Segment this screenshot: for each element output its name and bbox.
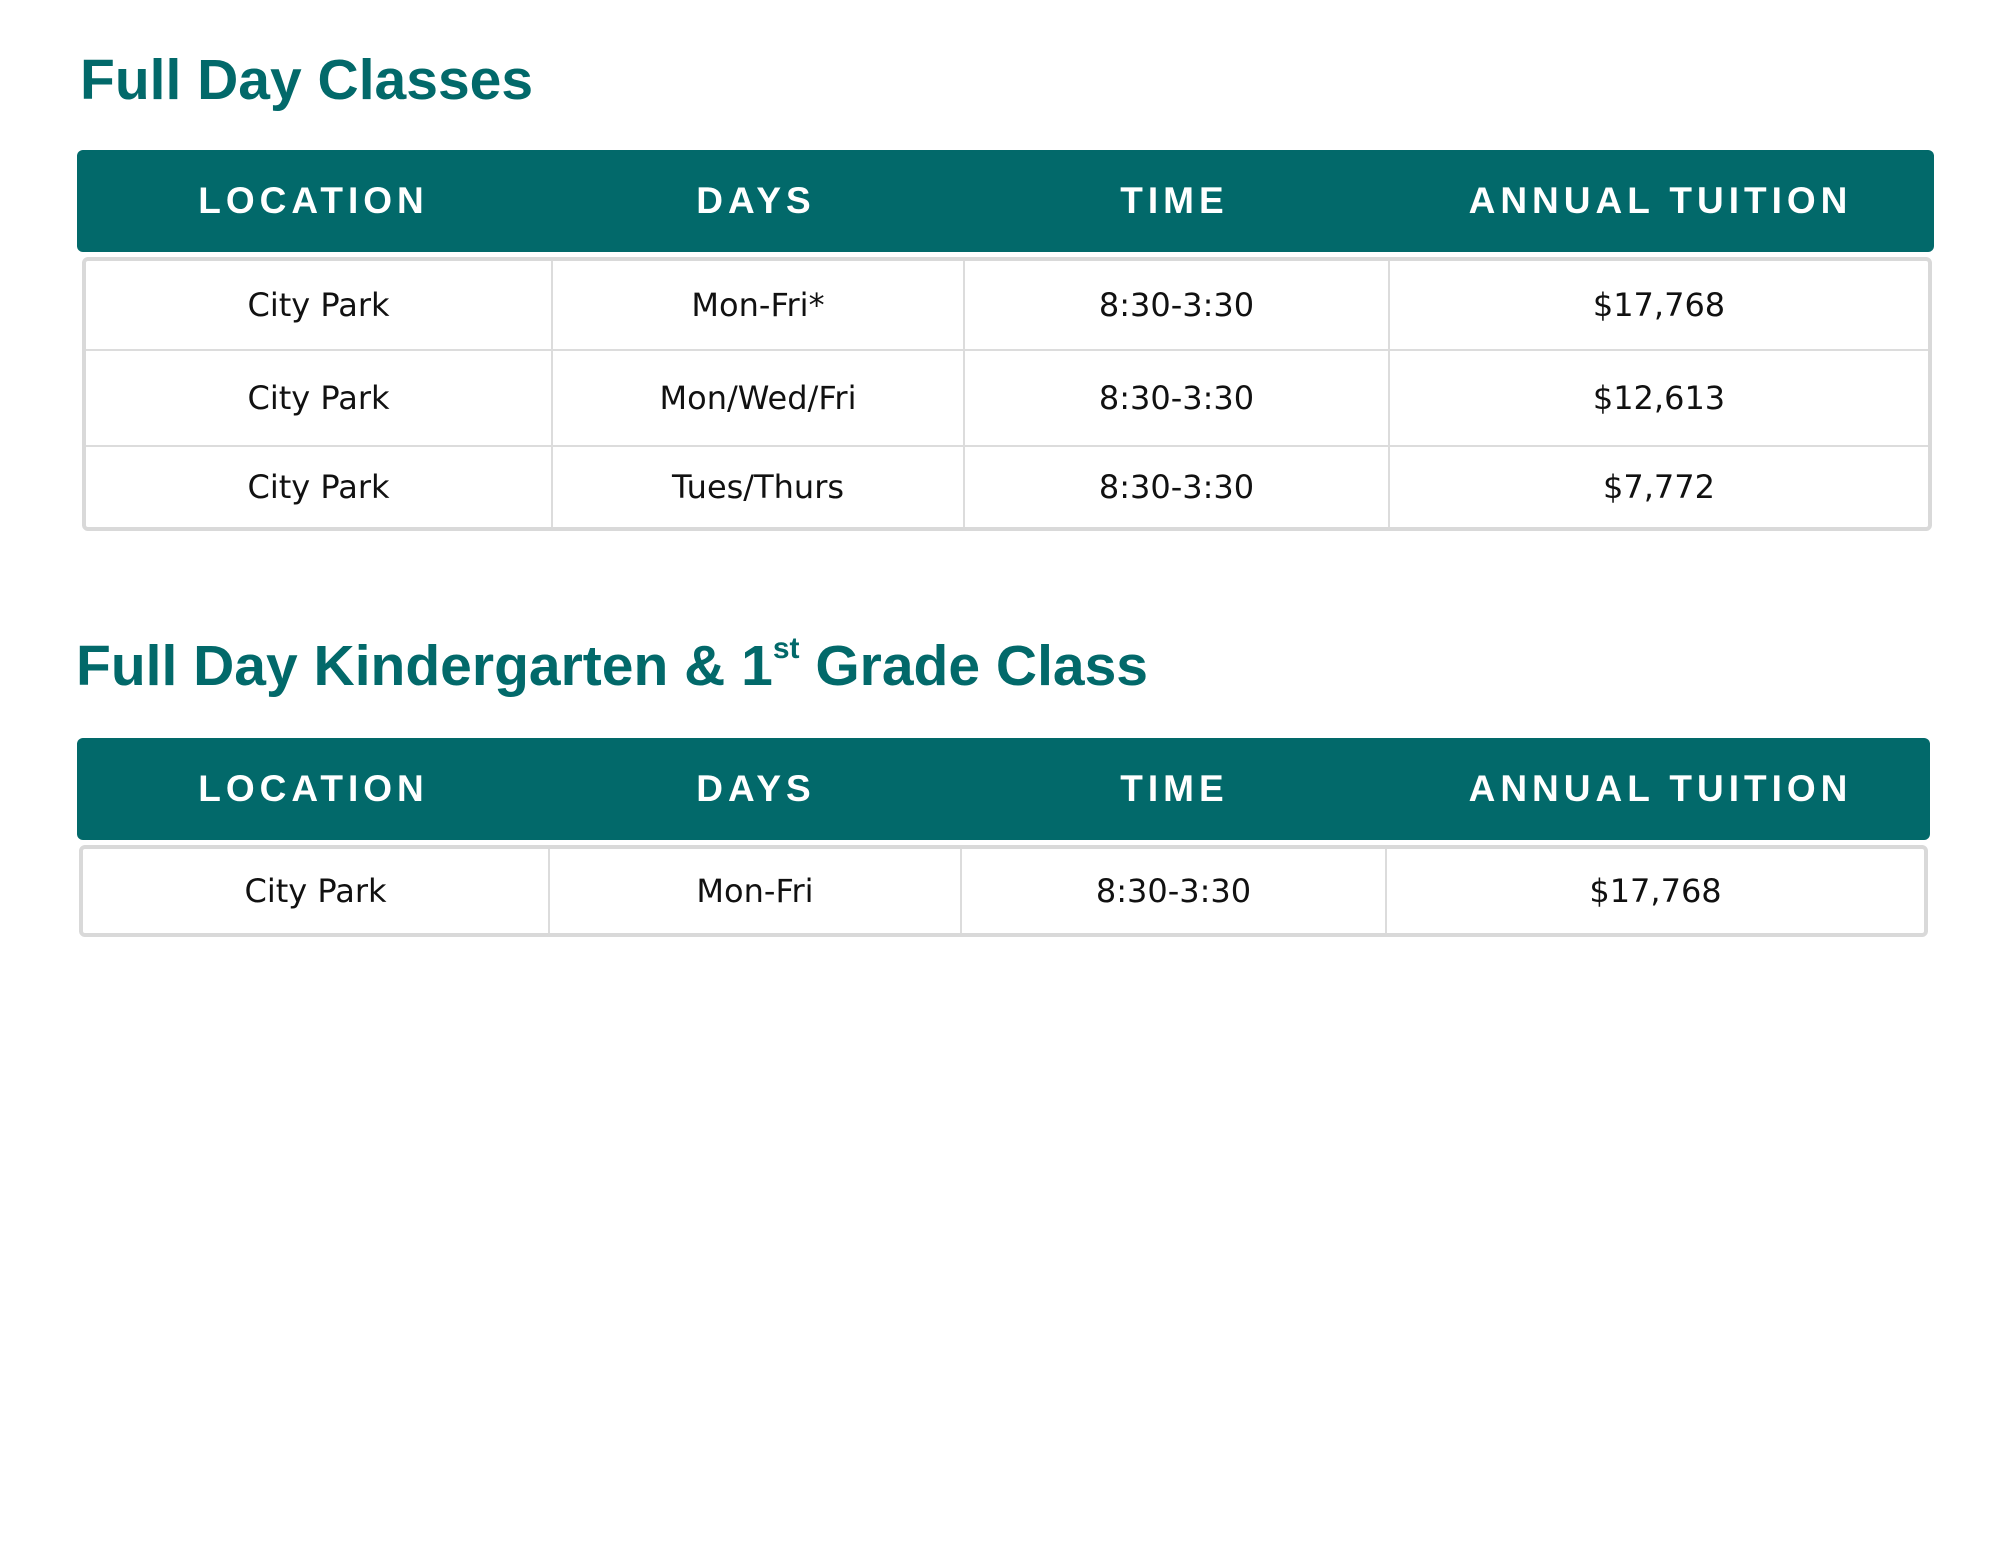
section-title-full-day-classes: Full Day Classes [80, 48, 534, 112]
cell-time: 8:30-3:30 [960, 849, 1385, 933]
cell-annual-tuition: $17,768 [1388, 261, 1928, 349]
full-day-classes-table [77, 150, 1934, 531]
header-location: LOCATION [198, 768, 429, 809]
title-main-text: Full Day Kindergarten & 1 [76, 634, 773, 698]
cell-annual-tuition: $17,768 [1385, 849, 1924, 933]
cell-days: Mon-Fri* [551, 261, 963, 349]
cell-days: Mon/Wed/Fri [551, 351, 963, 445]
table-body [82, 257, 1932, 531]
title-superscript: st [772, 632, 800, 665]
header-time: TIME [1120, 180, 1229, 221]
table-row [83, 849, 1924, 933]
header-time: TIME [1120, 768, 1229, 809]
cell-time: 8:30-3:30 [963, 351, 1388, 445]
cell-location: City Park [247, 379, 390, 417]
header-days: DAYS [696, 768, 816, 809]
title-end-text: Grade Class [799, 634, 1149, 698]
header-location: LOCATION [198, 180, 429, 221]
cell-location: City Park [247, 468, 390, 506]
cell-location: City Park [244, 872, 387, 910]
cell-location: City Park [247, 286, 390, 324]
table-row [86, 349, 1928, 445]
table-header-row [77, 738, 1930, 840]
table-row [86, 261, 1928, 349]
header-days: DAYS [696, 180, 816, 221]
table-header-row [77, 150, 1934, 252]
section-title-kindergarten-first-grade [76, 632, 1149, 698]
cell-time: 8:30-3:30 [963, 261, 1388, 349]
cell-time: 8:30-3:30 [963, 447, 1388, 527]
table-body [79, 845, 1928, 937]
cell-days: Mon-Fri [548, 849, 960, 933]
kindergarten-first-grade-table [77, 738, 1930, 937]
header-annual-tuition: ANNUAL TUITION [1468, 768, 1853, 809]
cell-days: Tues/Thurs [551, 447, 963, 527]
header-annual-tuition: ANNUAL TUITION [1468, 180, 1853, 221]
cell-annual-tuition: $7,772 [1388, 447, 1928, 527]
table-row [86, 445, 1928, 527]
cell-annual-tuition: $12,613 [1388, 351, 1928, 445]
